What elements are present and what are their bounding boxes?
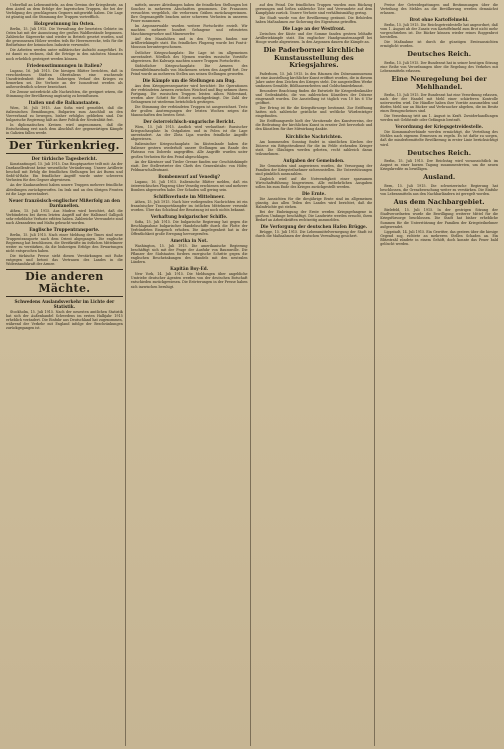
article-paragraph: Der Ertrag ist für die Kriegsfürsorge bestimmt. Zur Eröffnung hatten sich zahlreiche geistliche und weltliche Würdenträger eingefunden. bbox=[255, 106, 373, 119]
article-subheading: Schwedens Auslandsverkehr im Lichte der Statistik. bbox=[14, 299, 115, 310]
article-paragraph: Berlin, 15. Juli 1915. Der Bundesrat hat in seiner heutigen Sitzung eine Reihe von Verordnungen über die Regelung des Verkehrs mit Lebensmitteln erlassen. bbox=[380, 60, 498, 74]
article-paragraph: Lippstadt, 14. Juli 1915. Ein Gewitter, das gestern über die hiesige Gegend zog, richtete an mehreren Stellen Schaden an. Ein Blitzstrahl zündete in einem Gehöft, doch konnte das Feuer bald gelöscht werden. bbox=[380, 229, 498, 246]
article-paragraph: Die Aussichten für die diesjährige Ernte sind im allgemeinen günstig. Aus allen Teilen des Landes wird berichtet, daß die Halmfrüchte gut stehen. bbox=[255, 197, 373, 210]
article-paragraph: Lugano, 16. Juli 1915. Italienische Blätter melden, daß ein österreichisches Flugzeug über Venedig erschienen sei und mehrere Bomben abgeworfen habe. Der Schaden soll gering sein. bbox=[130, 179, 248, 192]
article-subheading: Kirchliche Nachrichten. bbox=[285, 133, 343, 139]
article-paragraph: Die Eröffnungsrede hielt der Vorsitzende des Kunstvereins, der die Bedeutung der kirchlichen Kunst in ernster Zeit hervorhob und den Künstlern für ihre Mitwirkung dankte. bbox=[255, 119, 373, 132]
section-heading: Ausland. bbox=[423, 173, 456, 182]
article-paragraph: Bern, 15. Juli 1915. Die schweizerische Regierung hat beschlossen, die Grenzbewachung weiter zu verstärken. Die Einfuhr von Lebensmitteln aus den Nachbarländern ist geregelt worden. bbox=[380, 183, 498, 196]
article-paragraph: Im Argonnerwalde wurden weitere Fortschritte erzielt. Wir machten mehrere hundert Gefangene und erbeuteten Maschinengewehre und Minenwerfer. bbox=[130, 24, 248, 37]
article-subheading: Brot ohne Kartoffelmehl. bbox=[409, 17, 469, 23]
article-paragraph: Wien, 15. Juli 1915. Amtlich wird verlautbart: Russischer Kriegsschauplatz: In Ostgalizien und in Polen ist die Lage unverändert. An der Zlota Lipa wurden feindliche Angriffe abgewiesen. bbox=[130, 125, 248, 142]
article-paragraph: New York, 14. Juli 1915. Die Meldungen über angebliche Umtriebe deutscher Agenten werden von der deutschen Botschaft entschieden zurückgewiesen. Die Erörterungen in der Presse haben sich inzwischen beruhigt. bbox=[130, 272, 248, 289]
article-subheading: Die Verforgung der deutschen Hafen Brügge. bbox=[260, 224, 368, 230]
article-subheading: Bombenwurf auf Venedig? bbox=[158, 173, 220, 179]
article-paragraph: Berlin, 15. Juli 1915. Der Bundesrat hat eine Verordnung erlassen, nach der der Handel mit Mehl einer schärferen Kontrolle unterworfen wird. Die Händler haben ihre Vorräte anzumelden und dürfen Mehl nur an Bäcker und Verbraucher abgeben, die im Besitz eines Bezugsscheines sind. bbox=[380, 93, 498, 114]
article-paragraph: Die Stimmung der verbündeten Truppen ist ausgezeichnet. Trotz der großen Anstrengungen der letzten Wochen zeigen die Mannschaften den besten Geist. bbox=[130, 105, 248, 118]
section-heading: Deutsches Reich. bbox=[407, 148, 471, 157]
article-paragraph: Die Verordnung tritt am 1. August in Kraft. Zuwiderhandlungen werden mit Geldstrafe oder Gefängnis bestraft. bbox=[380, 114, 498, 123]
article-paragraph: Auf den Maashöhen und in den Vogesen fanden nur Artilleriekämpfe statt. Ein feindliches Flugzeug wurde bei Pont-à-Mousson heruntergeschossen. bbox=[130, 37, 248, 50]
column-2 bbox=[129, 3, 251, 746]
article-paragraph: Berlin, 15. Juli 1915. Die Reichsgetreidestelle hat angeordnet, daß vom 1. August ab der Zusatz von Kartoffelmehl zum Brot nicht mehr vorgeschrieben ist. Die Bäcker können wieder reines Roggenbrot herstellen. bbox=[380, 23, 498, 40]
article-paragraph: Athen, 15. Juli 1915. Nach hier vorliegenden Nachrichten ist ein französischer Transportdampfer im östlichen Mittelmeer versenkt worden. Über das Schicksal der Besatzung ist noch nichts bekannt. bbox=[130, 199, 248, 212]
article-paragraph: Zwischen der Küste und der Somme fanden gestern lebhafte Artilleriekämpfe statt. Ein englischer Handgranatenangriff bei Hooge wurde abgewiesen. In den Argonnen dauern die Kämpfe an. bbox=[255, 32, 373, 45]
article-paragraph: An der Kärntner und Tiroler Grenze fanden nur Geschützkämpfe statt. Der Stellvertreter des Chefs des Generalstabs: von Höfer, Feldmarschalleutnant. bbox=[130, 159, 248, 172]
article-paragraph: Konstantinopel, 15. Juli 1915. Das Hauptquartier teilt mit: An der Dardanellenfront keine wesentliche Veränderung. Unsere Artillerie beschoß mit Erfolg die feindlichen Stellungen bei Ari Burnu und Sedd-ül-Bahr. Ein feindlicher Angriff wurde unter schweren Verlusten für den Gegner abgewiesen. bbox=[6, 162, 123, 183]
article-paragraph: mittels, unsere Abteilungen haben die feindlichen Stellungen bei Souchez in mehreren Abschnitten genommen. Die Franzosen versuchten vergeblich, die verlorenen Gräben zurückzugewinnen. Ihre Gegenangriffe brachen unter schweren Verlusten in unserem Feuer zusammen. bbox=[130, 3, 248, 24]
article-paragraph: An der Kaukasusfront haben unsere Truppen mehrere feindliche Abteilungen zurückgeworfen. Im Irak und an den übrigen Fronten ist die Lage unverändert. bbox=[6, 183, 123, 196]
article-paragraph: Die Maßnahme ist durch die günstigen Ernteaussichten ermöglicht worden. bbox=[380, 40, 498, 49]
article-paragraph: Die Arbeiten werden unter militärischer Aufsicht ausgeführt. Es ist damit zu rechnen, daß die Erträge in den nächsten Monaten noch erheblich gesteigert werden können. bbox=[6, 48, 123, 61]
article-paragraph: Berlin, 15. Juli 1915. Die Verwaltung der besetzten Gebiete im Osten hat mit der Ausnutzung der großen Waldbestände begonnen. Zahlreiche Sägewerke sind wieder in Betrieb gesetzt worden, und die gewonnenen Hölzer werden teils für Heereszwecke, teils für die Bedürfnisse der heimischen Industrie verwendet. bbox=[6, 27, 123, 48]
article-paragraph: Besondere Beachtung finden die Entwürfe für Kriegerdenkmäler und Gedenktafeln, die von zahlreichen Künstlern der Diözese eingesandt wurden. Die Ausstellung ist täglich von 10 bis 6 Uhr geöffnet. bbox=[255, 89, 373, 106]
article-paragraph: Ueberfluß an Lebensmitteln, an dem Gewinn der Kriegsbeute, an dem Anteil an dem Erfolge der bayerischen Truppen, die bei der Verfolgung des geschlagenen Gegners mitgewirkt haben. Die Lage ist günstig und die Stimmung der Truppen vortrefflich. bbox=[6, 3, 123, 20]
article-paragraph: Paderborn, 15. Juli 1915. In den Räumen des Diözesanmuseums ist eine Ausstellung kirchlicher Kunst eröffnet worden, die in diesem Jahre unter dem Zeichen des Krieges steht. Die ausgestellten Werke umfassen Gemälde, Bildhauerarbeiten und Goldschmiedekunst. bbox=[255, 71, 373, 89]
article-paragraph: Die Stadt wurde von der Bevölkerung geräumt. Die Behörden haben Maßnahmen zur Sicherung des Eigentums getroffen. bbox=[255, 16, 373, 25]
article-paragraph: Berlin, 15. Juli 1915. Der Reichstag wird voraussichtlich im August zu einer kurzen Tagung zusammentreten, um die neuen Kriegskredite zu bewilligen. bbox=[380, 159, 498, 172]
section-banner: Der Türkenkrieg. bbox=[6, 138, 123, 154]
article-paragraph: Sofia, 15. Juli 1915. Die bulgarische Regierung hat gegen die Beschlagnahme bulgarischer Handelsschiffe durch die Flotte der Verbündeten Einspruch erhoben. Die Angelegenheit hat in der Öffentlichkeit große Erregung hervorgerufen. bbox=[130, 219, 248, 237]
article-subheading: Die Lage an der Westfront. bbox=[282, 26, 346, 32]
article-paragraph: Die Gemeinden sind angewiesen worden, die Versorgung der Familien der Kriegsteilnehmer sicherzustellen. Die Unterstützungen sind pünktlich auszuzahlen. bbox=[255, 163, 373, 176]
article-paragraph: Preise der Getreidegattungen und Bestimmungen über die Verteilung des Mehles an die Bevölkerung werden demnächst erlassen. bbox=[380, 3, 498, 16]
article-paragraph: Bei der Einbringung der Ernte werden Kriegsgefangene in großem Umfange beschäftigt. Die Landwirte werden ersucht, ihren Bedarf an Arbeitskräften rechtzeitig anzumelden. bbox=[255, 210, 373, 223]
article-subheading: Die Ernte. bbox=[301, 191, 326, 196]
section-heading: Eine Neuregelung bei der Mehlhandel. bbox=[391, 75, 487, 91]
article-paragraph: Italienischer Kriegsschauplatz: Im Küstenlande haben die Italiener gestern wiederholt unsere Stellungen am Rande des Plateaus von Doberdo angegriffen. Alle Angriffe wurden unter großen Verlusten für den Feind abgeschlagen. bbox=[130, 142, 248, 159]
article-paragraph: In diplomatischen Kreisen wird angenommen, daß die Entscheidung erst nach dem Abschluß der gegenwärtigen Kämpfe in Galizien fallen werde. bbox=[6, 123, 123, 136]
article-subheading: Friedensstimmungen in Italien? bbox=[26, 62, 103, 68]
article-paragraph: Wien, 16. Juli 1915. Aus Sofia wird gemeldet, daß die italienischen Bemühungen, Bulgarien zum Anschluß an den Vierverband zu bewegen, bisher erfolglos geblieben sind. Die bulgarische Regierung hält an ihrer Politik der Neutralität fest. bbox=[6, 105, 123, 123]
article-subheading: Neuer französisch-englischer Mißerfolg an den Dardanellen. bbox=[8, 197, 120, 208]
article-subheading: Verordnung der Kriegsgetreidestelle. bbox=[395, 124, 483, 130]
article-paragraph: Zugleich wird auf die Notwendigkeit einer sparsamen Wirtschaftsführung hingewiesen. Alle entbehrlichen Ausgaben sollen bis zum Ende des Krieges zurückgestellt werden. bbox=[255, 176, 373, 189]
article-paragraph: Brügge, 15. Juli 1915. Die Lebensmittelversorgung der Stadt ist durch die Maßnahmen der deutschen Verwaltung gesichert. bbox=[255, 230, 373, 239]
article-paragraph: auf den Feind. Die feindlichen Truppen wurden zum Rückzug gezwungen und ließen zahlreiche Tote und Verwundete auf dem Kampfplatz zurück. Unsere Verluste sind verhältnismäßig gering. bbox=[255, 3, 373, 16]
article-paragraph: Washington, 15. Juli 1915. Die amerikanische Regierung beschäftigt sich mit der Frage der Ausfuhr von Baumwolle. Die Pflanzer der Südstaaten fordern energische Schritte gegen die englischen Beschränkungen des Handels mit den neutralen Ländern. bbox=[130, 244, 248, 265]
article-subheading: Holzgewinnung im Osten. bbox=[34, 21, 95, 27]
section-heading: Die Paderborner kirchliche Kunstausstellung des Kriegsjahres. bbox=[263, 46, 365, 70]
article-paragraph: Berlin, 15. Juli 1915. Nach einer Meldung der Times sind neue Truppentransporte nach dem Orient abgegangen. Die englische Regierung hat beschlossen, die Streitkräfte im östlichen Mittelmeer weiter zu verstärken, da die bisherigen Erfolge den Erwartungen nicht entsprochen haben. bbox=[6, 232, 123, 253]
section-banner: Die anderen Mächte. bbox=[6, 269, 123, 297]
article-paragraph: Athen, 15. Juli 1915. Aus Mudros wird berichtet, daß die Verbündeten bei ihrem letzten Angriff auf der Halbinsel Gallipoli sehr erhebliche Verluste erlitten haben. Zahlreiche Verwundete sind nach Alexandrien und Malta gebracht worden. bbox=[6, 208, 123, 225]
article-subheading: Kapitän Boy-Ed. bbox=[170, 266, 209, 272]
article-paragraph: Südöstlicher Kriegsschauplatz: Die Armeen des Generalfeldmarschalls von Mackensen setzen den Angriff fort. Der Feind wurde an mehreren Stellen aus seinen Stellungen geworfen. bbox=[130, 63, 248, 76]
article-paragraph: Die türkische Presse sieht diesen Verstärkungen mit Ruhe entgegen und betont das Vertrauen des Landes in die Widerstandskraft der Armee. bbox=[6, 254, 123, 267]
column-1 bbox=[4, 3, 126, 746]
article-paragraph: Aus dem Kriegspressequartier wird berichtet: Die Operationen der verbündeten Armeen zwischen Weichsel und Bug nehmen ihren Fortgang. Die russischen Truppen leisten zähen Widerstand, werden aber Schritt für Schritt zurückgedrängt. Die Zahl der Gefangenen ist wiederum beträchtlich gestiegen. bbox=[130, 83, 248, 104]
column-4 bbox=[378, 3, 500, 746]
section-heading: Deutsches Reich. bbox=[407, 50, 471, 59]
article-subheading: Aufgaben der Gemeinden. bbox=[283, 157, 345, 163]
article-subheading: Italien und die Balkanstaaten. bbox=[28, 99, 101, 105]
article-paragraph: Am kommenden Sonntag findet in sämtlichen Kirchen der Diözese ein Bittgottesdienst für die im Felde stehenden Krieger statt. Die Gläubigen werden gebeten, recht zahlreich daran teilzunehmen. bbox=[255, 139, 373, 156]
article-subheading: Der österreichisch-ungarische Bericht. bbox=[143, 119, 236, 125]
article-paragraph: Die Kommunalverbände werden ermächtigt, die Verteilung des Mehles nach eigenem Ermessen zu regeln. Es ist dafür zu sorgen, daß die minderbemittelte Bevölkerung in erster Linie berücksichtigt wird. bbox=[380, 130, 498, 147]
article-paragraph: Bielefeld, 15. Juli 1915. In der gestrigen Sitzung der Stadtverordneten wurde die Bewilligung weiterer Mittel für die Kriegsfürsorge beschlossen. Die Stadt hat bisher erhebliche Summen für die Unterstützung der Familien der Kriegsteilnehmer aufgewendet. bbox=[380, 208, 498, 229]
article-subheading: Die Kämpfe um die Stellungen am Bug. bbox=[142, 77, 236, 83]
article-paragraph: Die Zensur unterdrückt alle Nachrichten, die geeignet wären, die Stimmung der Bevölkerung ungünstig zu beeinflussen. bbox=[6, 89, 123, 98]
article-paragraph: Östlicher Kriegsschauplatz: Die Lage ist im allgemeinen unverändert. Nördlich des Njemen wurden russische Vorstöße abgewiesen. Bei Kalwarja machten unsere Truppen Fortschritte. bbox=[130, 50, 248, 63]
article-paragraph: Stockholm, 15. Juli 1915. Nach der neuesten amtlichen Statistik hat sich der Außenhandel Schwedens im ersten Halbjahr 1915 erheblich verändert. Die Einfuhr aus Deutschland hat zugenommen, während der Verkehr mit England infolge der Beschränkungen zurückgegangen ist. bbox=[6, 310, 123, 331]
article-subheading: Schiffsverluste im Mittelmeer. bbox=[153, 193, 225, 199]
section-heading: Aus dem Nachbargebiet. bbox=[393, 197, 485, 206]
article-paragraph: Lugano, 16. Juli 1915. Die hiesigen Blätter berichten, daß in verschiedenen Städten Oberitaliens eine wachsende Unzufriedenheit über den bisherigen Verlauf des Krieges zu bemerken sei. Die Verluste an der Isonzofront werden als außerordentlich schwer bezeichnet. bbox=[6, 68, 123, 89]
column-3 bbox=[254, 3, 376, 746]
article-subheading: Der türkische Tagesbericht. bbox=[31, 156, 98, 162]
article-subheading: Verhaftung bulgarischer Schiffe. bbox=[150, 213, 228, 219]
article-subheading: Amerika in Not. bbox=[170, 238, 208, 244]
article-subheading: Englische Truppentransporte. bbox=[29, 226, 100, 232]
